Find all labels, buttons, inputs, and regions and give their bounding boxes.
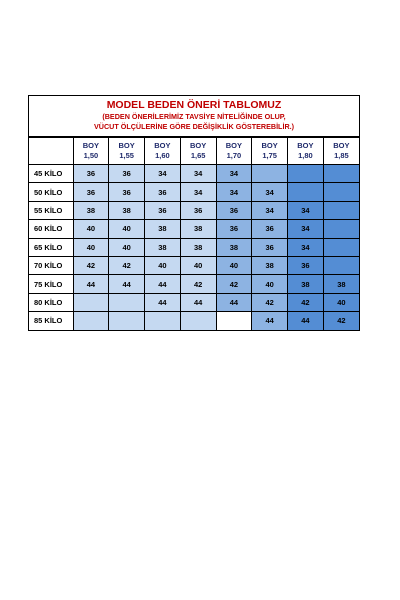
height-header-value: 1,65: [190, 151, 206, 160]
size-grid-body: [29, 165, 359, 330]
size-cell: 42: [109, 256, 145, 274]
size-cell: 34: [252, 201, 288, 219]
size-cell: 40: [73, 220, 109, 238]
table-row: [29, 256, 359, 274]
table-row: [29, 220, 359, 238]
size-cell: [252, 165, 288, 183]
size-cell: 36: [180, 201, 216, 219]
size-cell: 36: [252, 238, 288, 256]
size-cell: 38: [216, 238, 252, 256]
size-cell: 34: [288, 238, 324, 256]
weight-label: 60 KİLO: [29, 220, 73, 238]
size-cell: 42: [252, 293, 288, 311]
size-cell: [73, 293, 109, 311]
height-header-row: [29, 138, 359, 165]
height-header-label: BOY: [189, 141, 207, 150]
height-header-label: BOY: [118, 141, 135, 150]
size-cell: [216, 312, 252, 330]
height-header-7: [323, 138, 359, 165]
size-cell: 40: [216, 256, 252, 274]
height-header-1: [109, 138, 145, 165]
height-header-0: [73, 138, 109, 165]
size-cell: 44: [73, 275, 109, 293]
size-cell: 44: [216, 293, 252, 311]
size-cell: [109, 312, 145, 330]
size-cell: 42: [180, 275, 216, 293]
size-cell: 38: [323, 275, 359, 293]
height-header-3: [180, 138, 216, 165]
size-cell: [288, 165, 324, 183]
weight-label: 55 KİLO: [29, 201, 73, 219]
height-header-5: [252, 138, 288, 165]
size-cell: 40: [109, 220, 145, 238]
table-row: [29, 312, 359, 330]
height-header-value: 1,70: [226, 151, 242, 160]
weight-label: 85 KİLO: [29, 312, 73, 330]
height-header-label: BOY: [333, 141, 350, 150]
table-title-block: [29, 96, 359, 137]
weight-label: 65 KİLO: [29, 238, 73, 256]
height-header-value: 1,50: [83, 151, 99, 160]
size-cell: 34: [216, 183, 252, 201]
size-cell: 34: [216, 165, 252, 183]
weight-label: 45 KİLO: [29, 165, 73, 183]
size-cell: [288, 183, 324, 201]
size-cell: 44: [288, 312, 324, 330]
size-cell: [323, 238, 359, 256]
table-row: [29, 293, 359, 311]
height-header-label: BOY: [297, 141, 314, 150]
weight-label: 75 KİLO: [29, 275, 73, 293]
size-cell: 36: [73, 165, 109, 183]
size-cell: 40: [145, 256, 181, 274]
size-cell: 40: [180, 256, 216, 274]
size-cell: 40: [73, 238, 109, 256]
size-cell: 44: [109, 275, 145, 293]
size-cell: 36: [109, 165, 145, 183]
height-header-2: [145, 138, 181, 165]
table-row: [29, 275, 359, 293]
size-cell: 44: [252, 312, 288, 330]
size-cell: 34: [288, 220, 324, 238]
height-header-label: BOY: [261, 141, 278, 150]
table-row: [29, 183, 359, 201]
size-cell: [323, 220, 359, 238]
table-row: [29, 201, 359, 219]
table-subtitle-line-2: VÜCUT ÖLÇÜLERİNE GÖRE DEĞİŞİKLİK GÖSTEREBİLİR.): [93, 122, 295, 131]
size-cell: [323, 165, 359, 183]
size-cell: [323, 201, 359, 219]
size-cell: 34: [180, 165, 216, 183]
size-cell: 42: [288, 293, 324, 311]
size-cell: 38: [180, 220, 216, 238]
size-cell: 44: [145, 275, 181, 293]
size-cell: 34: [288, 201, 324, 219]
size-cell: 36: [145, 201, 181, 219]
corner-cell: [29, 138, 73, 165]
size-cell: [109, 293, 145, 311]
size-cell: 40: [252, 275, 288, 293]
size-cell: [180, 312, 216, 330]
size-cell: [323, 256, 359, 274]
size-cell: 40: [109, 238, 145, 256]
size-recommendation-table: [28, 95, 360, 331]
height-header-6: [288, 138, 324, 165]
height-header-value: 1,75: [262, 151, 277, 160]
table-subtitle-line-1: (BEDEN ÖNERİLERİMİZ TAVSİYE NİTELİĞİNDE OLUP,: [102, 112, 286, 121]
size-cell: 38: [180, 238, 216, 256]
size-cell: 36: [145, 183, 181, 201]
height-header-value: 1,80: [298, 151, 313, 160]
weight-label: 50 KİLO: [29, 183, 73, 201]
size-cell: 34: [252, 183, 288, 201]
size-cell: 38: [145, 220, 181, 238]
size-cell: 34: [180, 183, 216, 201]
height-header-label: BOY: [154, 141, 171, 150]
height-header-value: 1,55: [119, 151, 134, 160]
size-cell: 42: [73, 256, 109, 274]
size-cell: 36: [216, 220, 252, 238]
height-header-label: BOY: [82, 141, 99, 150]
size-cell: 38: [145, 238, 181, 256]
size-cell: 38: [252, 256, 288, 274]
size-cell: 38: [288, 275, 324, 293]
size-cell: 40: [323, 293, 359, 311]
size-cell: 36: [252, 220, 288, 238]
size-grid: [29, 137, 359, 330]
size-cell: 36: [73, 183, 109, 201]
size-cell: 42: [323, 312, 359, 330]
table-title: MODEL BEDEN ÖNERİ TABLOMUZ: [106, 99, 282, 111]
height-header-value: 1,85: [334, 151, 349, 160]
table-row: [29, 238, 359, 256]
size-cell: 34: [145, 165, 181, 183]
height-header-4: [216, 138, 252, 165]
size-cell: 42: [216, 275, 252, 293]
size-cell: 44: [145, 293, 181, 311]
size-cell: 44: [180, 293, 216, 311]
size-cell: [323, 183, 359, 201]
size-cell: 38: [109, 201, 145, 219]
table-row: [29, 165, 359, 183]
size-cell: 38: [73, 201, 109, 219]
weight-label: 80 KİLO: [29, 293, 73, 311]
height-header-value: 1,60: [155, 151, 170, 160]
size-cell: 36: [109, 183, 145, 201]
size-cell: 36: [216, 201, 252, 219]
weight-label: 70 KİLO: [29, 256, 73, 274]
size-cell: 36: [288, 256, 324, 274]
size-cell: [145, 312, 181, 330]
height-header-label: BOY: [225, 141, 242, 150]
size-cell: [73, 312, 109, 330]
